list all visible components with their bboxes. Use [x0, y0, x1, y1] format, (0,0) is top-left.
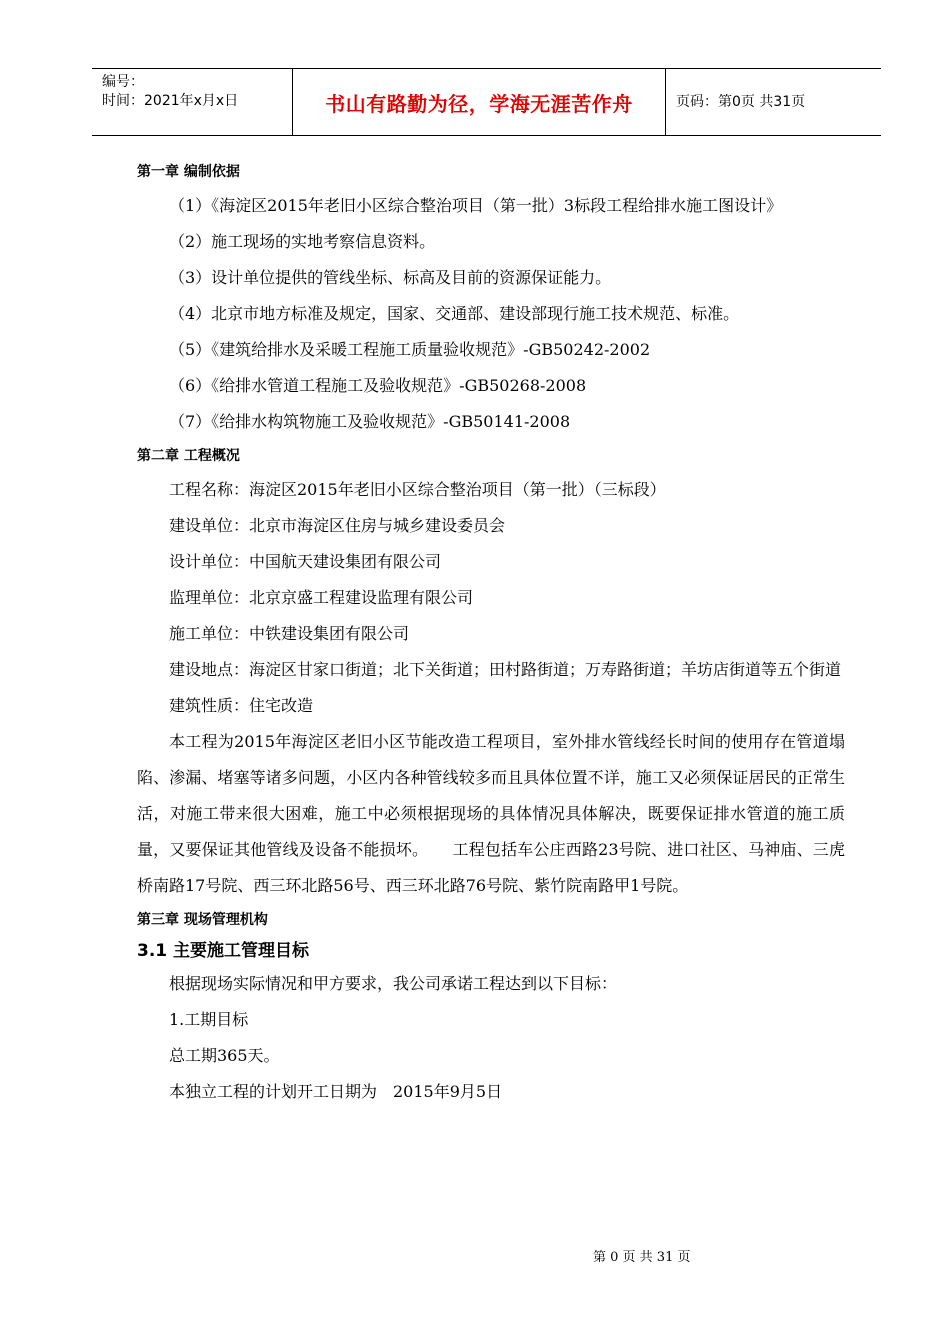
document-body	[137, 156, 845, 1110]
header-left-cell	[92, 69, 293, 135]
page-header	[92, 68, 881, 136]
ch1-item: （3）设计单位提供的管线坐标、标高及目前的资源保证能力。	[169, 268, 612, 287]
ch2-item: 建筑性质：住宅改造	[169, 696, 314, 715]
header-motto: 书山有路勤为径，学海无涯苦作舟	[325, 91, 633, 116]
doc-number-label: 编号：	[102, 74, 144, 90]
header-motto-cell	[293, 69, 666, 135]
ch1-item: （2）施工现场的实地考察信息资料。	[169, 232, 436, 251]
sec31-item: 根据现场实际情况和甲方要求，我公司承诺工程达到以下目标：	[169, 974, 618, 993]
ch1-item: （1）《海淀区2015年老旧小区综合整治项目（第一批）3标段工程给排水施工图设计》	[169, 196, 783, 215]
doc-time-label: 时间：2021年x月x日	[102, 93, 239, 109]
header-page-info: 页码：第0页 共31页	[676, 94, 806, 110]
ch2-item: 工程名称：海淀区2015年老旧小区综合整治项目（第一批）（三标段）	[169, 480, 666, 499]
sec31-item: 总工期365天。	[169, 1046, 280, 1065]
ch2-description: 本工程为2015年海淀区老旧小区节能改造工程项目，室外排水管线经长时间的使用存在管道塌陷、渗漏、堵塞等诸多问题，小区内各种管线较多而且具体位置不详，施工又必须保证居民的正常生活，对施工带来很大困难，施工中必须根据现场的具体情况具体解决，既要保证排水管道的施工质量，又要保证其他管线及设备不能损坏。 工程包括车公庄西路23号院、进口社区、马神庙、三虎桥南路17号院、西三环北路56号、西三环北路76号院、紫竹院南路甲1号院。	[137, 732, 845, 895]
sec31-item: 1.工期目标	[169, 1010, 249, 1029]
ch2-item: 监理单位：北京京盛工程建设监理有限公司	[169, 588, 474, 607]
chapter-1-title: 第一章 编制依据	[137, 164, 240, 180]
ch2-item: 建设单位：北京市海淀区住房与城乡建设委员会	[169, 516, 506, 535]
page-footer: 第 0 页 共 31 页	[593, 1250, 691, 1265]
ch2-item: 施工单位：中铁建设集团有限公司	[169, 624, 410, 643]
ch1-item: （6）《给排水管道工程施工及验收规范》-GB50268-2008	[169, 376, 587, 395]
chapter-2-title: 第二章 工程概况	[137, 448, 240, 464]
chapter-3-title: 第三章 现场管理机构	[137, 912, 268, 928]
ch2-item: 建设地点：海淀区甘家口街道；北下关街道；田村路街道；万寿路街道；羊坊店街道等五个街道	[169, 660, 842, 679]
ch1-item: （7）《给排水构筑物施工及验收规范》-GB50141-2008	[169, 412, 571, 431]
header-right-cell	[666, 69, 881, 135]
ch1-item: （5）《建筑给排水及采暖工程施工质量验收规范》-GB50242-2002	[169, 340, 651, 359]
sec31-item: 本独立工程的计划开工日期为 2015年9月5日	[169, 1082, 503, 1101]
ch2-item: 设计单位：中国航天建设集团有限公司	[169, 552, 442, 571]
section-3-1-title: 3.1 主要施工管理目标	[137, 941, 310, 961]
ch1-item: （4）北京市地方标准及规定，国家、交通部、建设部现行施工技术规范、标准。	[169, 304, 740, 323]
